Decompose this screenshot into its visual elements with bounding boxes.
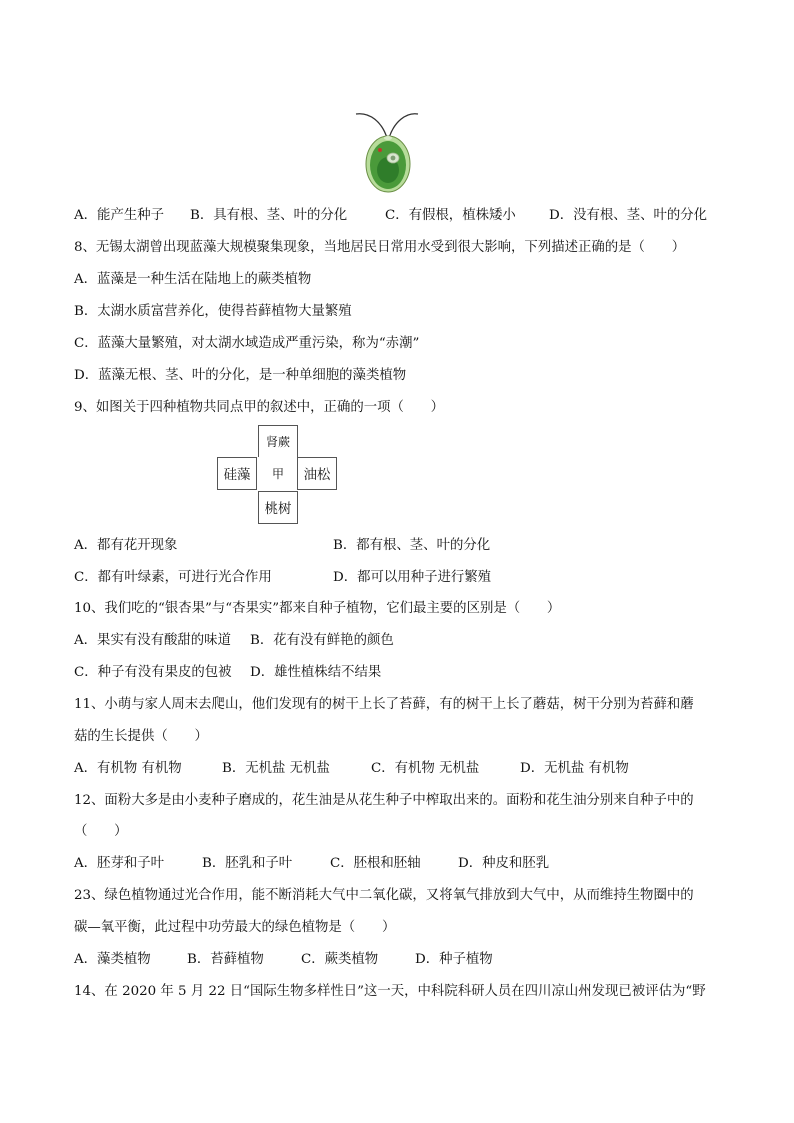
q13-option-c: C．蕨类植物: [301, 952, 379, 967]
q11-option-a: A．有机物 有机物: [74, 761, 182, 776]
diagram-cell-top: 肾蕨: [258, 425, 298, 458]
diagram-cell-left: 硅藻: [217, 457, 257, 490]
q12-stem-line2: （ ）: [74, 824, 128, 839]
q12-option-a: A．胚芽和子叶: [74, 856, 165, 871]
green-alga-illustration: [352, 108, 422, 196]
q10-option-d: D．雄性植株结不结果: [250, 665, 382, 680]
q7-option-a: A．能产生种子: [74, 208, 165, 223]
q11-stem-line1: 11、小萌与家人周末去爬山，他们发现有的树干上长了苔藓，有的树干上长了蘑菇，树干分别为苔藓和蘑: [74, 697, 694, 712]
q9-option-c: C．都有叶绿素，可进行光合作用: [74, 570, 272, 585]
q13-option-b: B．苔藓植物: [187, 952, 264, 967]
q10-option-b: B．花有没有鲜艳的颜色: [250, 633, 394, 648]
q10-option-a: A．果实有没有酸甜的味道: [74, 633, 231, 648]
q11-option-b: B．无机盐 无机盐: [222, 761, 330, 776]
q9-option-d: D．都可以用种子进行繁殖: [333, 570, 492, 585]
q13-option-a: A．藻类植物: [74, 952, 151, 967]
q8-stem: 8、无锡太湖曾出现蓝藻大规模聚集现象，当地居民日常用水受到很大影响，下列描述正确的是（ ）: [74, 240, 686, 255]
q7-option-d: D．没有根、茎、叶的分化: [549, 208, 708, 223]
q11-option-c: C．有机物 无机盐: [371, 761, 480, 776]
q13-stem-line1: 23、绿色植物通过光合作用，能不断消耗大气中二氧化碳，又将氧气排放到大气中，从而维持生物圈中的: [74, 888, 694, 903]
q9-option-a: A．都有花开现象: [74, 538, 178, 553]
q12-option-d: D．种皮和胚乳: [458, 856, 550, 871]
q9-stem: 9、如图关于四种植物共同点甲的叙述中，正确的一项（ ）: [74, 400, 445, 415]
diagram-cell-center: 甲: [258, 457, 298, 490]
q7-option-b: B．具有根、茎、叶的分化: [190, 208, 348, 223]
q13-option-d: D．种子植物: [415, 952, 493, 967]
diagram-cell-right: 油松: [297, 457, 337, 490]
q11-option-d: D．无机盐 有机物: [520, 761, 629, 776]
q8-option-d: D．蓝藻无根、茎、叶的分化，是一种单细胞的藻类植物: [74, 368, 407, 383]
q9-option-b: B．都有根、茎、叶的分化: [333, 538, 491, 553]
q12-option-b: B．胚乳和子叶: [202, 856, 293, 871]
q10-option-c: C．种子有没有果皮的包被: [74, 665, 232, 680]
q8-option-c: C．蓝藻大量繁殖，对太湖水域造成严重污染，称为“赤潮”: [74, 336, 420, 351]
q10-stem: 10、我们吃的“银杏果”与“杏果实”都来自种子植物，它们最主要的区别是（ ）: [74, 601, 561, 616]
q13-stem-line2: 碳—氧平衡，此过程中功劳最大的绿色植物是（ ）: [74, 920, 396, 935]
q8-option-b: B．太湖水质富营养化，使得苔藓植物大量繁殖: [74, 304, 352, 319]
diagram-cell-bottom: 桃树: [258, 491, 298, 524]
q14-stem: 14、在 2020 年 5 月 22 日“国际生物多样性日”这一天，中科院科研人员在四川凉山州发现已被评估为“野: [74, 984, 706, 999]
q8-option-a: A．蓝藻是一种生活在陆地上的蕨类植物: [74, 272, 312, 287]
q7-option-c: C．有假根，植株矮小: [385, 208, 516, 223]
q11-stem-line2: 菇的生长提供（ ）: [74, 729, 208, 744]
q12-stem-line1: 12、面粉大多是由小麦种子磨成的，花生油是从花生种子中榨取出来的。面粉和花生油分别来自种子中的: [74, 793, 694, 808]
q12-option-c: C．胚根和胚轴: [330, 856, 421, 871]
